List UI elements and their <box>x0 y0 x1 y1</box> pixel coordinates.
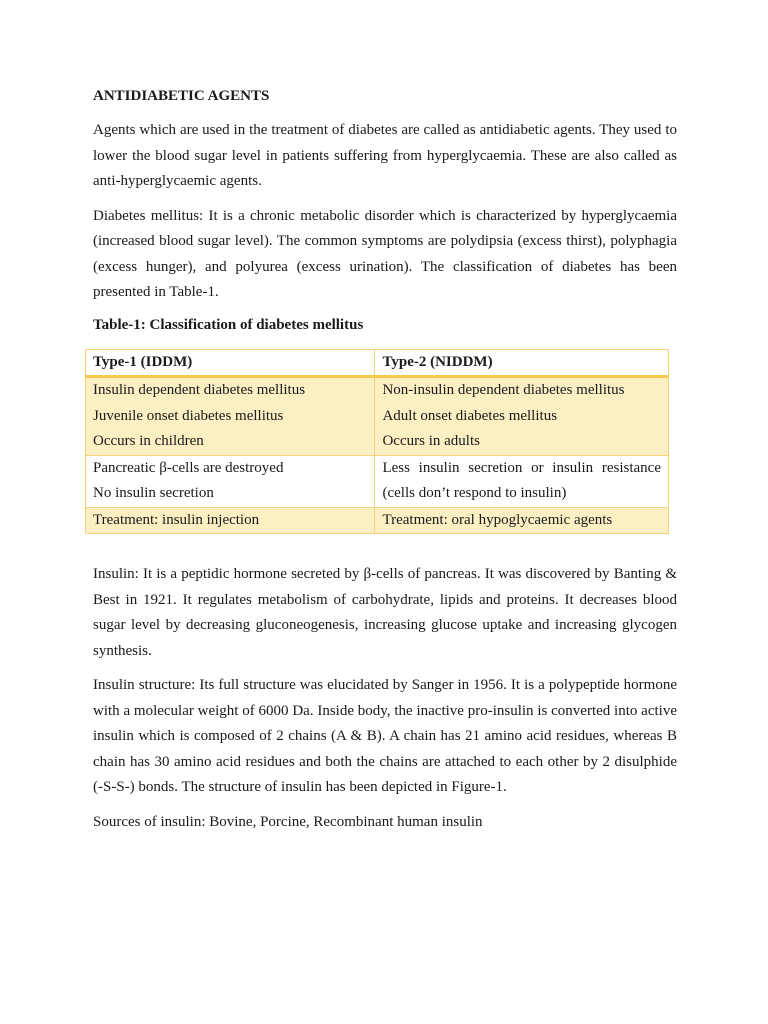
diabetes-paragraph: Diabetes mellitus: It is a chronic metabolic disorder which is characterized by hyperglycaemia (increased blood sugar level). The common symptoms are polydipsia (excess thirst), polyphagia (excess hunger), and polyurea (excess urination). The classification of diabetes has been presented in Table-1. <box>93 207 677 300</box>
cell-line: Juvenile onset diabetes mellitus <box>93 407 284 424</box>
table-row <box>86 507 669 534</box>
insulin-structure-paragraph: Insulin structure: Its full structure was elucidated by Sanger in 1956. It is a polypeptide hormone with a molecular weight of 6000 Da. Inside body, the inactive pro-insulin is converted into active insulin which is composed of 2 chains (A & B). A chain has 21 amino acid residues, whereas B chain has 30 amino acid residues and both the chains are attached to each other by 2 disulphide (-S-S-) bonds. The structure of insulin has been depicted in Figure-1. <box>93 677 677 795</box>
cell-line: Treatment: insulin injection <box>93 511 260 528</box>
table-row <box>86 455 669 507</box>
table-cell <box>86 507 375 534</box>
classification-table <box>85 349 669 535</box>
insulin-paragraph: Insulin: It is a peptidic hormone secreted by β-cells of pancreas. It was discovered by Banting & Best in 1921. It regulates metabolism of carbohydrate, lipids and proteins. It decreases blood sugar level by decreasing gluconeogenesis, increasing glucose uptake and increasing glycogen synthesis. <box>93 566 677 659</box>
cell-line: Occurs in adults <box>382 433 480 449</box>
table-cell <box>86 455 375 507</box>
cell-line: Non-insulin dependent diabetes mellitus <box>382 382 625 398</box>
table-cell <box>375 455 669 507</box>
cell-line: No insulin secretion <box>93 485 214 501</box>
intro-paragraph: Agents which are used in the treatment of diabetes are called as antidiabetic agents. They used to lower the blood sugar level in patients suffering from hyperglycaemia. These are also called as anti-hyperglycaemic agents. <box>93 122 677 189</box>
table-header-type2: Type-2 (NIDDM) <box>375 349 669 377</box>
table-cell <box>86 377 375 456</box>
cell-line: Treatment: oral hypoglycaemic agents <box>382 511 613 528</box>
cell-line: Occurs in children <box>93 433 204 449</box>
table-cell <box>375 507 669 534</box>
cell-line: (cells don’t respond to insulin) <box>382 485 567 501</box>
cell-line: Adult onset diabetes mellitus <box>382 407 558 424</box>
cell-line: Insulin dependent diabetes mellitus <box>93 382 306 398</box>
document-page <box>93 86 677 844</box>
table-header-type1: Type-1 (IDDM) <box>86 349 375 377</box>
table-title: Table-1: Classification of diabetes mellitus <box>93 316 364 333</box>
table-cell <box>375 377 669 456</box>
insulin-sources-paragraph: Sources of insulin: Bovine, Porcine, Recombinant human insulin <box>93 813 483 830</box>
table-header-row <box>86 349 669 377</box>
cell-line: Pancreatic β-cells are destroyed <box>93 459 284 476</box>
table-row <box>86 377 669 456</box>
cell-line: Less insulin secretion or insulin resistance <box>382 459 661 476</box>
page-heading: ANTIDIABETIC AGENTS <box>93 88 270 104</box>
